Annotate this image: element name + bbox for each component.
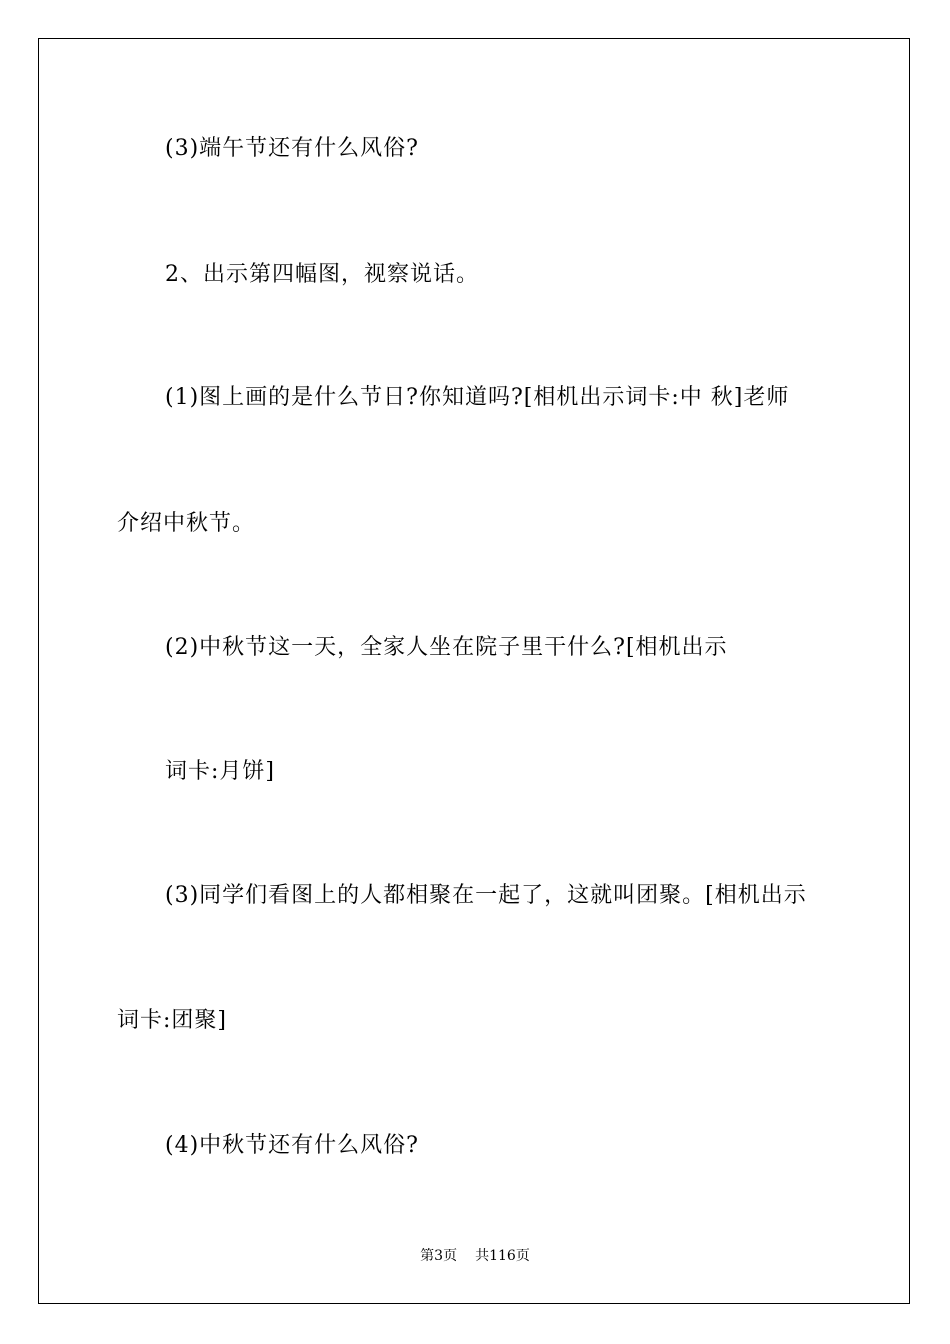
total-pages: 共116页 (475, 1248, 530, 1264)
page-footer (0, 1246, 950, 1266)
paragraph-line: 词卡:团聚] (117, 1008, 227, 1033)
paragraph-line: 介绍中秋节。 (117, 511, 256, 536)
paragraph-line: 2、出示第四幅图，视察说话。 (165, 262, 479, 287)
paragraph-line: (3)同学们看图上的人都相聚在一起了，这就叫团聚。[相机出示 (165, 883, 807, 908)
paragraph-line: (3)端午节还有什么风俗? (165, 136, 419, 161)
paragraph-line: 词卡:月饼] (165, 759, 275, 784)
page-number: 第3页 (420, 1248, 458, 1264)
paragraph-line: (4)中秋节还有什么风俗? (165, 1133, 419, 1158)
paragraph-line: (2)中秋节这一天，全家人坐在院子里干什么?[相机出示 (165, 635, 728, 660)
page-border (38, 38, 910, 1304)
paragraph-line: (1)图上画的是什么节日?你知道吗?[相机出示词卡:中 秋]老师 (165, 385, 790, 410)
